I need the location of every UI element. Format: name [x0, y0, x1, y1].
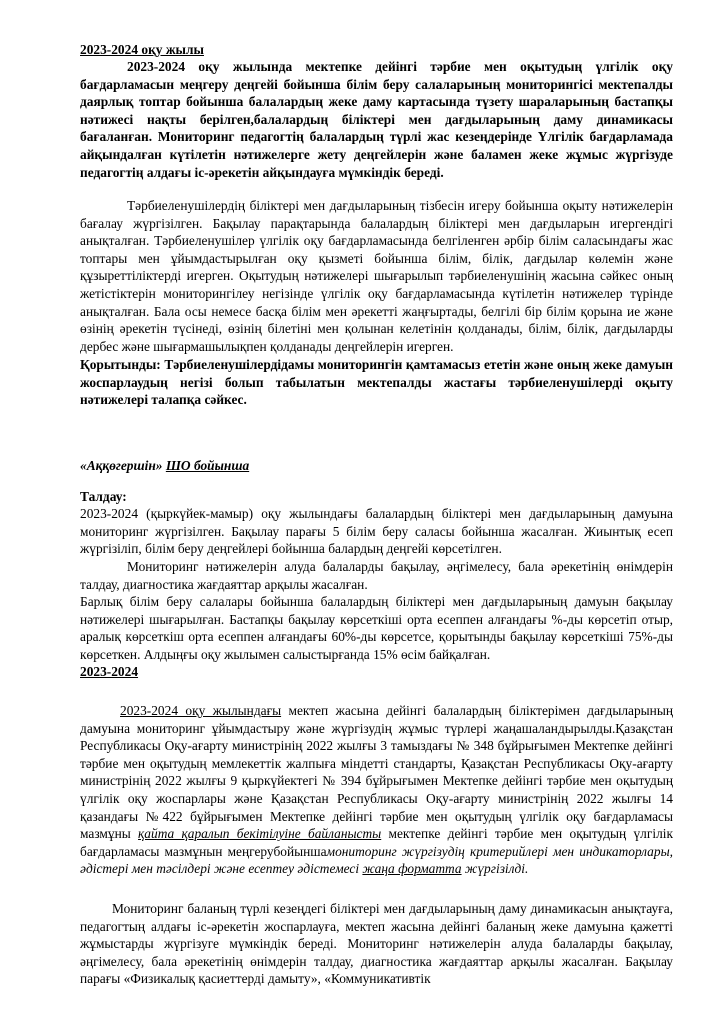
update-italic-2: мониторинг жүргізудің критерийлері мен индикаторлары, әдістері мен тәсілдері және есептеу әдістемесі — [80, 843, 673, 877]
update-italic-3: жүргізілді. — [461, 861, 529, 877]
section-year-heading: 2023-2024 оқу жылы — [80, 42, 204, 57]
update-italic-underlined: жаңа форматта — [362, 861, 462, 877]
analysis-paragraph-3: Барлық білім беру салалары бойынша балалардың біліктері мен дағдыларының дамуын бақылау нәтижелері шығарылған. Бастапқы бақылау көрсеткіші орта есеппен алғандағы %-ды көрсетіп отыр, аралық көрсеткіш орта есеппен алғандағы 60%-ды көрсетсе, қорытынды бақылау көрсеткіші 75%-ды көрсеткен. Алдыңғы оқу жылымен салыстырғанда 15% өсім байқалған. — [80, 594, 673, 662]
year-heading-2: 2023-2024 — [80, 664, 139, 679]
conclusion-paragraph: Қорытынды: Тәрбиеленушілердідамы мониторингін қамтамасыз ететін және оның жеке дамуын жоспарлаудың негізі болып табылатын мектепалды жастағы тәрбиеленушілерді оқыту нәтижелері талапқа сәйкес. — [80, 357, 673, 408]
analysis-label: Талдау: — [80, 489, 127, 504]
group-section-title — [80, 457, 673, 475]
update-lead: 2023-2024 оқу жылындағы — [120, 703, 282, 718]
update-italic-1: қайта қаралып бекітілуіне байланысты — [138, 826, 382, 842]
intro-summary-paragraph: 2023-2024 оқу жылында мектепке дейінгі тәрбие мен оқытудың үлгілік оқу бағдарламасын меңгеру деңгейі бойынша білім беру салаларының мониторингісі мектепалды даярлық топтар бойынша балалардың жеке даму картасында түзету шараларының бастапқы нәтижесі нақты берілген,балалардың біліктері мен дағдыларының даму динамикасы бағаланған. Мониторинг педагогтің балалардың түрлі жас кезеңдерінде Үлгілік бағдарламада айқындалған күтілетін нәтижелерге жету деңгейлерін және баламен жеке жұмыс жүргізуде педагогтің алдағы іс-әрекетін айқындауға мүмкіндік береді. — [80, 59, 673, 180]
analysis-paragraph-1: 2023-2024 (қыркүйек-мамыр) оқу жылындағы балалардың біліктері мен дағдыларының дамуына мониторинг жүргізілген. Бақылау парағы 5 білім беру саласы бойынша жасалған. Жиынтық есеп жүргізіліп, білім беру деңгейлері бойынша балардың деңгейі көрсетілген. — [80, 506, 673, 557]
update-paragraph — [80, 702, 673, 878]
analysis-paragraph-2: Мониторинг нәтижелерін алуда балаларды бақылау, әңгімелесу, бала әрекетінің өнімдерін талдау, диагностика жағдаяттар арқылы жасалған. — [80, 559, 673, 592]
update-body: мектеп жасына дейінгі балалардың біліктерімен дағдыларының дамуына мониторинг ұйымдастыру және жүргізудің жұмыс түрлері жаңашаландырылды.Қазақстан Республикасы Оқу-ағарту министрінің 2022 жылғы 3 тамыздағы № 348 бұйрығымен Мектепке дейінгі тәрбие мен оқытудың мемлекеттік жалпыға міндетті стандарты, Қазақстан Республикасы Оқу-ағарту министрінің 2022 жылғы 9 қыркүйектегі № 394 бұйрығымен Мектепке дейінгі тәрбие мен оқытудың үлгілік оқу жоспарлары және Қазақстан Республикасы Оқу-ағарту министрінің 2022 жылғы 14 қазандағы №422 бұйрығымен Мектепке дейінгі тәрбие мен оқытудың үлгілік оқу бағдарламасы мазмұны — [80, 703, 674, 842]
group-name: «Аққөгершін» — [80, 458, 163, 473]
monitoring-paragraph: Мониторинг баланың түрлі кезеңдегі біліктері мен дағдыларының даму динамикасын анықтауға, педагогтың алдағы іс-әрекетін жоспарлауға, мектеп жасына дейінгі баланың жеке дамуына қажетті жұмыстарды жүргізуге мүмкіндік береді. Мониторинг нәтижелерін алуда балаларды бақылау, әңгімелесу, бала әрекетінің өнімдерін талдау, диагностика жағдаяттар арқылы жасалған. Бақылау парағы «Физикалық қасиеттерді дамыту», «Коммуникативтік — [80, 901, 673, 987]
group-suffix: ШО бойынша — [165, 458, 250, 473]
assessment-paragraph: Тәрбиеленушілердің біліктері мен дағдыларының тізбесін игеру бойынша оқыту нәтижелерін бағалау жүргізілген. Бақылау парақтарында балалардың біліктері мен дағдыларын игергендігі анықталған. Тәрбиеленушілер үлгілік оқу бағдарламасында белгіленген әрбір білім саласындағы жас топтары мен ұйымдастырылған оқу қызметі бойынша білім, білік, дағдылар көлемін және құзыреттіліктерді игерген. Оқытудың нәтижелері шығарылып тәрбиеленушінің жасына сәйкес оның жетістіктерін мониторингілеу негізінде үлгілік оқу бағдарламасында күтілетін нәтижелер түрінде анықталған. Бала осы немесе басқа білім мен әрекетті жаңғыртады, белгілі бір білім қорына ие және өзінің әрекетін түсінеді, өзінің білетіні мен қолынан келетінін қолданады, білім, білік, дағдыларды дербес және шығармашылықпен қолданады деңгейлерін игерген. — [80, 198, 673, 354]
update-mid: мектепке дейінгі тәрбие мен оқытудың үлгілік бағдарламасы мазмұнын меңгерубойынша — [80, 826, 673, 859]
